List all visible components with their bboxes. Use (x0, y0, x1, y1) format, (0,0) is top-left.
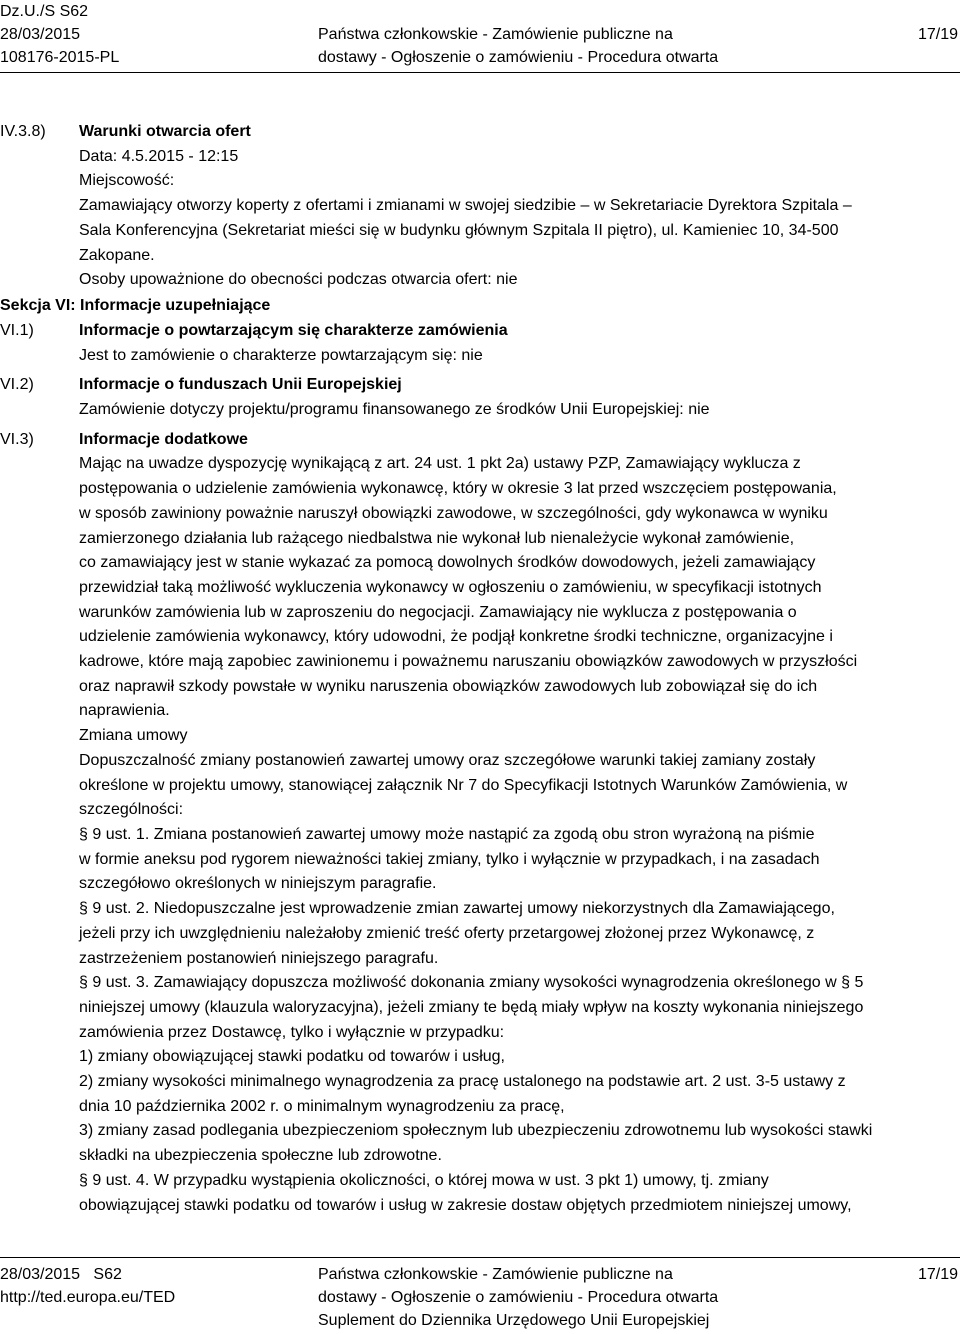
footer-meta (0, 1263, 175, 1309)
footer-title-line-3: Suplement do Dziennika Urzędowego Unii Europejskiej (318, 1312, 710, 1329)
header-title-line-2: dostawy - Ogłoszenie o zamówieniu - Procedura otwarta (318, 49, 719, 66)
footer-title-line-2: dostawy - Ogłoszenie o zamówieniu - Procedura otwarta (318, 1289, 719, 1306)
text-line: określone w projektu umowy, stanowiącej załącznik Nr 7 do Specyfikacji Istotnych Warunków Zamówienia, w (79, 776, 848, 794)
section-vi-2 (0, 373, 960, 422)
text-line: w sposób zawiniony poważnie naruszył obowiązki zawodowe, w szczególności, gdy wykonawca w wyniku (79, 504, 828, 522)
footer-title (318, 1263, 778, 1332)
text-line: kadrowe, które mają zapobiec zawinionemu i poważnemu naruszaniu obowiązków zawodowych w przyszłości (79, 653, 858, 671)
text-line: § 9 ust. 4. W przypadku wystąpienia okoliczności, o której mowa w ust. 3 pkt 1) umowy, tj. zmiany (79, 1171, 769, 1189)
text-line: w formie aneksu pod rygorem nieważności takiej zmiany, tylko i wyłącznie w przypadkach, i na zasadach (79, 850, 820, 868)
text-line: przewidział taką możliwość wykluczenia wykonawcy w ogłoszeniu o zamówieniu, w specyfikacji istotnych (79, 578, 822, 596)
section-title: Informacje dodatkowe (79, 430, 248, 448)
text-line: zamówienia przez Dostawcę, tylko i wyłącznie w przypadku: (79, 1023, 505, 1041)
section-number: VI.2) (0, 376, 34, 394)
header-title-line-1: Państwa członkowskie - Zamówienie publiczne na (318, 26, 673, 43)
text-line: niniejszej umowy (klauzula waloryzacyjna), jeżeli zmiany te będą miały wpływ na koszty wykonania niniejszego (79, 998, 864, 1016)
text-line: 1) zmiany obowiązującej stawki podatku od towarów i usług, (79, 1048, 505, 1066)
text-line: § 9 ust. 2. Niedopuszczalne jest wprowadzenie zmian zawartej umowy niekorzystnych dla Zamawiającego, (79, 900, 835, 918)
footer-title-line-1: Państwa członkowskie - Zamówienie publiczne na (318, 1266, 673, 1283)
header-divider (0, 72, 960, 73)
text-line: składki na ubezpieczenia społeczne lub zdrowotne. (79, 1147, 442, 1165)
text-line: udzielenie zamówienia wykonawcy, który udowodni, że podjął konkretne środki techniczne, organizacyjne i (79, 628, 833, 646)
text-line: oraz naprawił szkody powstałe w wyniku naruszenia obowiązków zawodowych lub zobowiązał się do ich (79, 677, 818, 695)
text-line: dnia 10 października 2002 r. o minimalnym wynagrodzeniu za pracę, (79, 1097, 565, 1115)
text-line: obowiązującej stawki podatku od towarów i usług w zakresie dostaw objętych przedmiotem niniejszej umowy, (79, 1196, 852, 1214)
text-line: 2) zmiany wysokości minimalnego wynagrodzenia za pracę ustalonego na podstawie art. 2 ust. 3-5 ustawy z (79, 1073, 846, 1091)
section-number: VI.1) (0, 321, 34, 339)
header-notice-number: 108176-2015-PL (0, 49, 120, 66)
header-meta (0, 0, 119, 69)
text-line: jeżeli przy ich uwzględnieniu należałoby zmienić treść oferty przetargowej złożonej przez Wykonawcę, z (79, 924, 815, 942)
text-line: co zamawiający jest w stanie wykazać za pomocą dowolnych środków dowodowych, jeżeli zamawiający (79, 554, 816, 572)
text-line: § 9 ust. 1. Zmiana postanowień zawartej umowy może nastąpić za zgodą obu stron wyrażoną na piśmie (79, 825, 815, 843)
text-line: Zmiana umowy (79, 727, 188, 745)
text-line: postępowania o udzielenie zamówienia wykonawcę, który w okresie 3 lat przed wszczęciem postępowania, (79, 480, 837, 498)
text-line: Data: 4.5.2015 - 12:15 (79, 147, 239, 165)
text-line: naprawienia. (79, 702, 170, 720)
text-line: Jest to zamówienie o charakterze powtarzającym się: nie (79, 346, 483, 364)
section-title: Warunki otwarcia ofert (79, 123, 251, 140)
footer-divider (0, 1257, 960, 1258)
section-iv-3-8 (0, 120, 960, 293)
section-number: VI.3) (0, 430, 34, 448)
section-title: Informacje o powtarzającym się charakterze zamówienia (79, 321, 508, 339)
header-page-number: 17/19 (917, 26, 958, 43)
text-line: Osoby upoważnione do obecności podczas otwarcia ofert: nie (79, 271, 518, 289)
text-line: 3) zmiany zasad podlegania ubezpieczeniom społecznym lub ubezpieczeniu zdrowotnemu lub wysokości stawki (79, 1122, 873, 1140)
section-title: Informacje o funduszach Unii Europejskiej (79, 376, 402, 394)
header-journal: Dz.U./S S62 (0, 3, 89, 20)
section-vi-heading: Sekcja VI: Informacje uzupełniające (0, 296, 271, 314)
section-vi-3 (0, 428, 960, 1219)
text-line: zamierzonego działania lub rażącego niedbalstwa nie wykonał lub nienależycie wykonał zamówienie, (79, 529, 795, 547)
text-line: szczegółowo określonych w niniejszym paragrafie. (79, 875, 437, 893)
section-vi-1 (0, 319, 960, 368)
text-line: zastrzeżeniem postanowień niniejszego paragrafu. (79, 949, 439, 967)
text-line: § 9 ust. 3. Zamawiający dopuszcza możliwość dokonania zmiany wysokości wynagrodzenia określonego w § 5 (79, 974, 864, 992)
text-line: Dopuszczalność zmiany postanowień zawartej umowy oraz szczegółowe warunki takiej zamiany zostały (79, 751, 816, 769)
document-body (0, 120, 960, 1218)
footer-link[interactable]: http://ted.europa.eu/TED (0, 1289, 176, 1306)
section-number: IV.3.8) (0, 123, 46, 140)
header-title (318, 23, 778, 69)
text-line: Zamówienie dotyczy projektu/programu finansowanego ze środków Unii Europejskiej: nie (79, 401, 710, 419)
text-line: Mając na uwadze dyspozycję wynikającą z art. 24 ust. 1 pkt 2a) ustawy PZP, Zamawiający wyklucza z (79, 455, 801, 473)
text-line: szczególności: (79, 801, 184, 819)
footer-date: 28/03/2015 S62 (0, 1266, 122, 1283)
text-line: Zamawiający otworzy koperty z ofertami i zmianami w swojej siedzibie – w Sekretariacie Dyrektora Szpitala – (79, 197, 852, 215)
text-line: Miejscowość: (79, 172, 175, 190)
text-line: Sala Konferencyjna (Sekretariat mieści się w budynku głównym Szpitala II piętro), ul. Kamieniec 10, 34-500 (79, 221, 839, 239)
text-line: Zakopane. (79, 246, 155, 264)
footer-page-number: 17/19 (917, 1266, 958, 1283)
header-date: 28/03/2015 (0, 26, 81, 43)
text-line: warunków zamówienia lub w zaproszeniu do negocjacji. Zamawiający nie wyklucza z postępowania o (79, 603, 797, 621)
